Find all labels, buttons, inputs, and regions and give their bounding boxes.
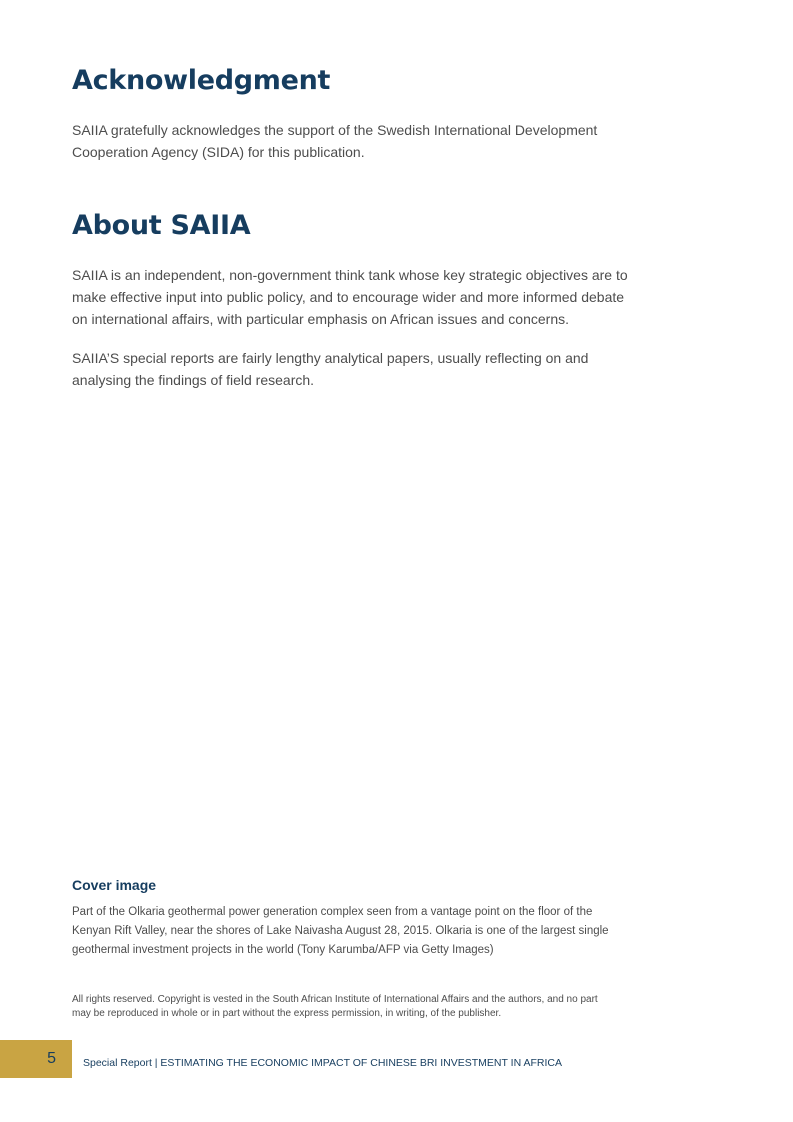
acknowledgment-line: SAIIA gratefully acknowledges the support of the Swedish International Development bbox=[72, 122, 598, 138]
about-line: make effective input into public policy, and to encourage wider and more informed debate bbox=[72, 289, 625, 305]
about-line: SAIIA is an independent, non-government think tank whose key strategic objectives are to bbox=[72, 267, 628, 283]
about-paragraph-1 bbox=[72, 264, 712, 330]
about-paragraph-2 bbox=[72, 347, 712, 391]
rights-notice bbox=[72, 993, 712, 1021]
page-number-box bbox=[0, 1040, 72, 1078]
page-number: 5 bbox=[47, 1050, 56, 1067]
about-line: SAIIA’S special reports are fairly lengthy analytical papers, usually reflecting on and bbox=[72, 350, 589, 366]
acknowledgment-text bbox=[72, 119, 712, 163]
acknowledgment-heading: Acknowledgment bbox=[72, 65, 331, 96]
cover-caption-line: Kenyan Rift Valley, near the shores of Lake Naivasha August 28, 2015. Olkaria is one of the largest single bbox=[72, 925, 609, 937]
cover-image-caption bbox=[72, 903, 702, 960]
acknowledgment-line: Cooperation Agency (SIDA) for this publication. bbox=[72, 144, 365, 160]
about-line: analysing the findings of field research. bbox=[72, 372, 315, 388]
cover-image-heading: Cover image bbox=[72, 877, 157, 893]
rights-line: may be reproduced in whole or in part without the express permission, in writing, of the publisher. bbox=[72, 1008, 502, 1019]
about-heading: About SAIIA bbox=[72, 210, 251, 241]
footer-report-title: Special Report | ESTIMATING THE ECONOMIC IMPACT OF CHINESE BRI INVESTMENT IN AFRICA bbox=[83, 1057, 563, 1069]
about-line: on international affairs, with particular emphasis on African issues and concerns. bbox=[72, 311, 570, 327]
cover-caption-line: geothermal investment projects in the world (Tony Karumba/AFP via Getty Images) bbox=[72, 944, 494, 956]
cover-caption-line: Part of the Olkaria geothermal power generation complex seen from a vantage point on the floor of the bbox=[72, 906, 593, 918]
rights-line: All rights reserved. Copyright is vested in the South African Institute of International Affairs and the authors, and no part bbox=[72, 994, 598, 1005]
